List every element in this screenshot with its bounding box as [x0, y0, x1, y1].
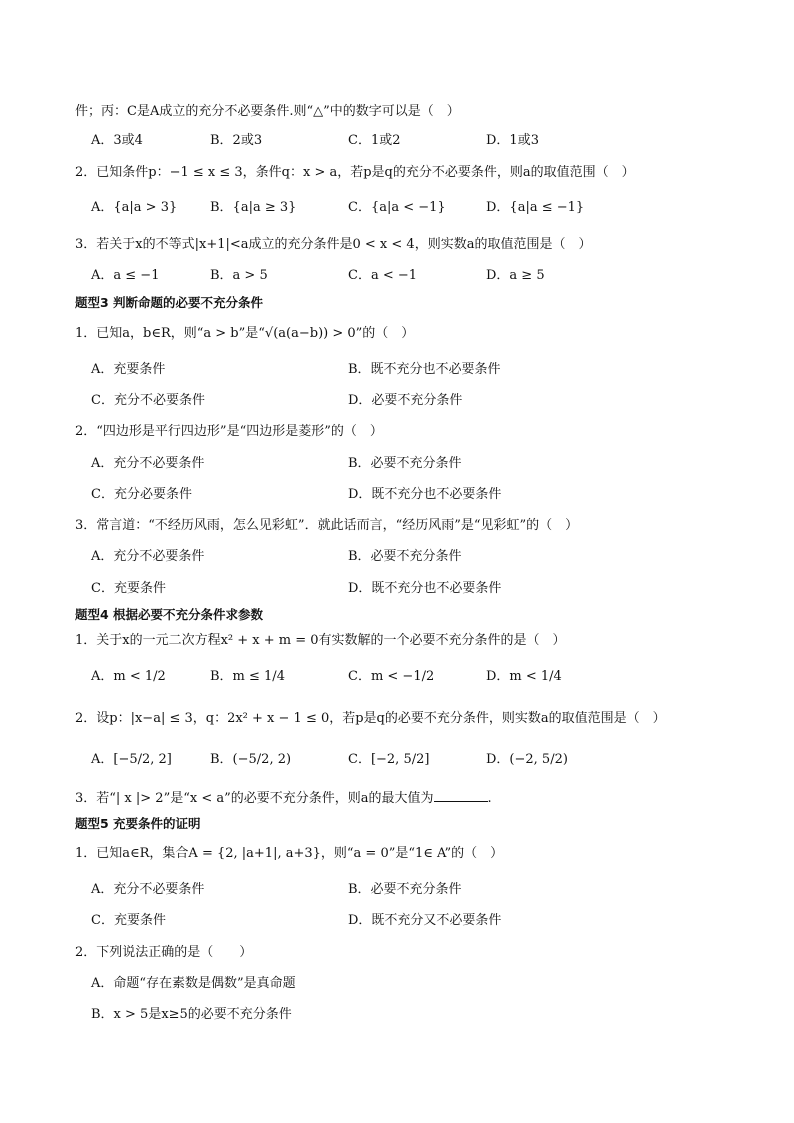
question-t4-3: [75, 789, 492, 808]
option-a: A．3或4: [91, 133, 143, 148]
option-c: C．充要条件: [91, 581, 166, 596]
options-row: [0, 132, 794, 152]
option-d: D．必要不充分条件: [348, 393, 463, 408]
option-d: D．m < 1/4: [486, 669, 562, 684]
option-b: B．必要不充分条件: [348, 549, 462, 564]
question-t5-2: 2．下列说法正确的是（ ）: [75, 945, 253, 960]
option-c: C．[−2, 5/2]: [348, 752, 430, 767]
option-c: C．1或2: [348, 133, 401, 148]
option-c: C．{a|a < −1}: [348, 200, 446, 215]
statement-b: B．x > 5是x≥5的必要不充分条件: [91, 1007, 292, 1022]
option-b: B．(−5/2, 2): [210, 752, 292, 767]
question-2: 2．已知条件p：−1 ≤ x ≤ 3，条件q：x > a，若p是q的充分不必要条件，则a的取值范围（ ）: [75, 165, 635, 180]
question-continuation: 件；丙：C是A成立的充分不必要条件.则“△”中的数字可以是（ ）: [75, 104, 460, 119]
options-row: [0, 548, 794, 568]
question-t3-2: 2．“四边形是平行四边形”是“四边形是菱形”的（ ）: [75, 424, 383, 439]
options-row: [0, 912, 794, 932]
question-t4-2: 2．设p：|x−a| ≤ 3，q：2x² + x − 1 ≤ 0，若p是q的必要不充分条件，则实数a的取值范围是（ ）: [75, 711, 666, 726]
question-t5-1: 1．已知a∈R，集合A = {2, |a+1|, a+3}，则“a = 0”是“1∈ A”的（ ）: [75, 846, 504, 861]
option-b: B．2或3: [210, 133, 263, 148]
option-b: B．a > 5: [210, 268, 268, 283]
option-b: B．必要不充分条件: [348, 456, 462, 471]
option-d: D．既不充分又不必要条件: [348, 913, 502, 928]
option-c: C．充分不必要条件: [91, 393, 205, 408]
question-t3-3: 3．常言道：“不经历风雨，怎么见彩虹”．就此话而言，“经历风雨”是“见彩虹”的（ ）: [75, 518, 579, 533]
options-row: [0, 455, 794, 475]
option-d: D．1或3: [486, 133, 539, 148]
option-a: A．a ≤ −1: [91, 268, 160, 283]
option-a: A．{a|a > 3}: [91, 200, 178, 215]
options-row: [0, 486, 794, 506]
option-d: D．{a|a ≤ −1}: [486, 200, 585, 215]
option-d: D．(−2, 5/2): [486, 752, 568, 767]
options-row: [0, 392, 794, 412]
section-heading-type5: 题型5 充要条件的证明: [75, 816, 201, 831]
option-d: D．既不充分也不必要条件: [348, 487, 502, 502]
question-t4-3-suffix: .: [487, 791, 492, 806]
option-a: A．充分不必要条件: [91, 456, 205, 471]
statement-a: A．命题“存在素数是偶数”是真命题: [91, 976, 296, 991]
question-3: 3．若关于x的不等式|x+1|<a成立的充分条件是0 < x < 4，则实数a的取值范围是（ ）: [75, 237, 592, 252]
options-row: [0, 881, 794, 901]
option-d: D．a ≥ 5: [486, 268, 545, 283]
section-heading-type4: 题型4 根据必要不充分条件求参数: [75, 607, 264, 622]
section-heading-type3: 题型3 判断命题的必要不充分条件: [75, 295, 264, 310]
option-b: B．m ≤ 1/4: [210, 669, 285, 684]
question-t3-1: 1．已知a，b∈R，则“a > b”是“√(a(a−b)) > 0”的（ ）: [75, 326, 415, 341]
options-row: [0, 361, 794, 381]
option-a: A．充分不必要条件: [91, 882, 205, 897]
options-row: [0, 267, 794, 287]
option-b: B．{a|a ≥ 3}: [210, 200, 297, 215]
options-row: [0, 199, 794, 219]
option-a: A．充要条件: [91, 362, 166, 377]
option-c: C．a < −1: [348, 268, 418, 283]
option-a: A．m < 1/2: [91, 669, 166, 684]
option-c: C．充分必要条件: [91, 487, 192, 502]
option-a: A．充分不必要条件: [91, 549, 205, 564]
question-t4-1: 1．关于x的一元二次方程x² + x + m = 0有实数解的一个必要不充分条件的是（ ）: [75, 633, 566, 648]
options-row: [0, 751, 794, 771]
option-a: A．[−5/2, 2]: [91, 752, 172, 767]
option-b: B．既不充分也不必要条件: [348, 362, 501, 377]
option-c: C．m < −1/2: [348, 669, 435, 684]
options-row: [0, 668, 794, 688]
answer-blank[interactable]: [434, 789, 488, 802]
option-b: B．必要不充分条件: [348, 882, 462, 897]
option-c: C．充要条件: [91, 913, 166, 928]
option-d: D．既不充分也不必要条件: [348, 581, 502, 596]
question-t4-3-text: 3．若“| x |> 2”是“x < a”的必要不充分条件，则a的最大值为: [75, 791, 434, 806]
options-row: [0, 580, 794, 600]
